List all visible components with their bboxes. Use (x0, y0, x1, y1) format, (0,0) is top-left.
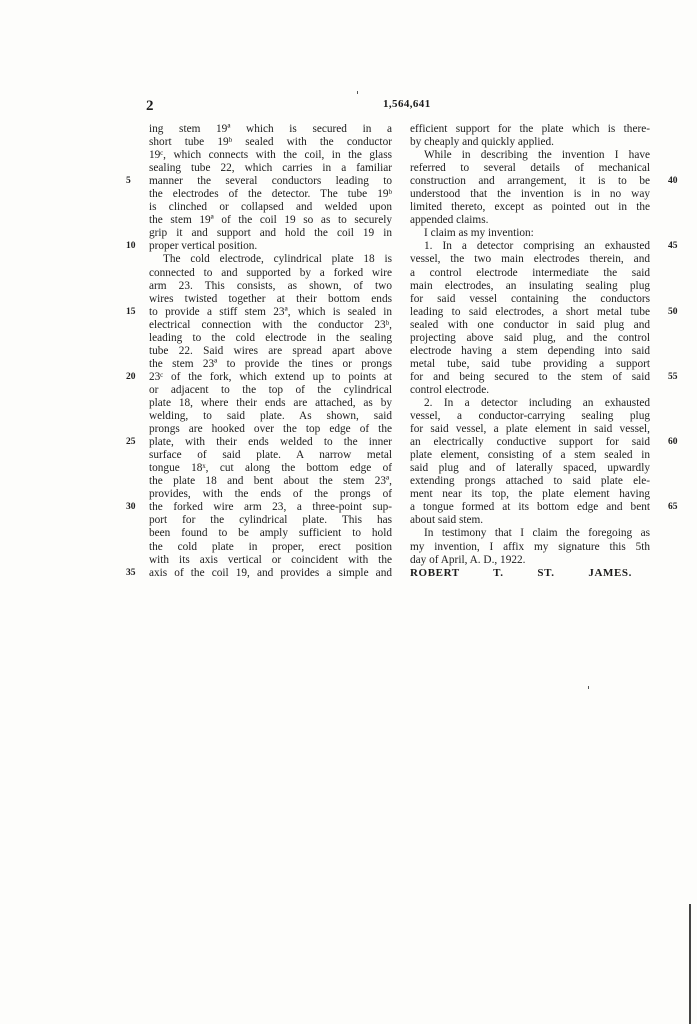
text-line: leading to said electrodes, a short metal tube (410, 305, 650, 318)
page-number: 2 (146, 98, 154, 114)
text-line: electrical connection with the conductor 23ᵇ, (149, 318, 392, 331)
text-line: ing stem 19ª which is secured in a (149, 123, 392, 135)
text-line: proper vertical position. (149, 240, 258, 253)
line-number: 50 (668, 306, 678, 317)
text-line: I claim as my invention: (424, 227, 534, 240)
text-line: limited thereto, except as pointed out in the (410, 201, 650, 214)
text-line: surface of said plate. A narrow metal (149, 449, 392, 462)
text-line: arm 23. This consists, as shown, of two (149, 279, 392, 292)
text-line: day of April, A. D., 1922. (410, 553, 526, 566)
text-line: understood that the invention is in no way (410, 188, 650, 201)
text-line: vessel, the two main electrodes therein, and (410, 253, 650, 266)
text-line: port for the cylindrical plate. This has (149, 514, 392, 527)
text-line: my invention, I affix my signature this 5th (410, 540, 650, 553)
text-line: or adjacent to the top of the cylindrical (149, 383, 392, 396)
line-number: 40 (668, 176, 678, 187)
text-line: with its axis vertical or coincident with the (149, 553, 392, 566)
text-line: a control electrode intermediate the said (410, 266, 650, 279)
signature: ROBERT T. ST. JAMES. (410, 566, 632, 579)
left-text-column (149, 123, 392, 580)
text-line: the cold plate in proper, erect position (149, 540, 392, 553)
line-number: 65 (668, 502, 678, 513)
scan-speck (588, 686, 589, 689)
text-line: the stem 23ª to provide the tines or prongs (149, 357, 392, 370)
text-line: for said vessel containing the conductors (410, 292, 650, 305)
text-line: grip it and support and hold the coil 19 in (149, 227, 392, 240)
text-line: wires twisted together at their bottom ends (149, 292, 392, 305)
text-line: short tube 19ᵇ sealed with the conductor (149, 136, 392, 149)
text-line: main electrodes, an insulating sealing plug (410, 279, 650, 292)
line-number: 10 (126, 241, 136, 252)
text-line: the stem 19ª of the coil 19 so as to securely (149, 214, 392, 227)
text-line: leading to the cold electrode in the sealing (149, 331, 392, 344)
text-line: tube 22. Said wires are spread apart above (149, 344, 392, 357)
text-line: to provide a stiff stem 23ª, which is sealed in (149, 305, 392, 318)
text-line: connected to and supported by a forked wire (149, 266, 392, 279)
text-line: referred to several details of mechanical (410, 162, 650, 175)
line-number: 30 (126, 502, 136, 513)
line-number: 60 (668, 437, 678, 448)
text-line: sealed with one conductor in said plug and (410, 318, 650, 331)
line-number: 5 (126, 176, 131, 187)
text-line: for said vessel, a plate element in said vessel, (410, 423, 650, 436)
text-line: an electrically conductive support for said (410, 436, 650, 449)
text-line: plate element, consisting of a stem sealed in (410, 449, 650, 462)
text-line: axis of the coil 19, and provides a simple and (149, 566, 392, 579)
text-line: a tongue formed at its bottom edge and bent (410, 501, 650, 514)
text-line: In testimony that I claim the foregoing as (424, 527, 650, 540)
text-line: manner the several conductors leading to (149, 175, 392, 188)
text-line: plate 18, where their ends are attached, as by (149, 396, 392, 409)
text-line: appended claims. (410, 214, 489, 227)
text-line: metal tube, said tube providing a support (410, 357, 650, 370)
text-line: tongue 18ˣ, cut along the bottom edge of (149, 462, 392, 475)
line-number: 20 (126, 371, 136, 382)
text-line: is clinched or collapsed and welded upon (149, 201, 392, 214)
text-line: prongs are hooked over the top edge of the (149, 423, 392, 436)
text-line: efficient support for the plate which is there- (410, 123, 650, 135)
text-line: about said stem. (410, 514, 484, 527)
right-text-column (410, 123, 650, 580)
text-line: 1. In a detector comprising an exhausted (424, 240, 650, 253)
patent-number: 1,564,641 (383, 98, 431, 110)
line-number: 45 (668, 241, 678, 252)
text-line: While in describing the invention I have (424, 149, 650, 162)
text-line: welding, to said plate. As shown, said (149, 410, 392, 423)
text-line: the plate 18 and bent about the stem 23ª, (149, 475, 392, 488)
text-line: electrode having a stem depending into said (410, 344, 650, 357)
text-line: extending prongs attached to said plate ele- (410, 475, 650, 488)
text-line: said plug and of laterally spaced, upwardly (410, 462, 650, 475)
line-number: 55 (668, 371, 678, 382)
text-line: ment near its top, the plate element having (410, 488, 650, 501)
line-number: 35 (126, 567, 136, 578)
text-line: 23ᶜ of the fork, which extend up to points at (149, 370, 392, 383)
scan-speck (357, 91, 358, 94)
text-line: 2. In a detector including an exhausted (424, 396, 650, 409)
text-line: the forked wire arm 23, a three-point sup- (149, 501, 392, 514)
text-line: the electrodes of the detector. The tube 19ᵇ (149, 188, 392, 201)
text-line: been found to be amply sufficient to hold (149, 527, 392, 540)
text-line: provides, with the ends of the prongs of (149, 488, 392, 501)
text-line: control electrode. (410, 383, 490, 396)
text-line: sealing tube 22, which carries in a familiar (149, 162, 392, 175)
text-line: The cold electrode, cylindrical plate 18 is (163, 253, 392, 266)
text-line: plate, with their ends welded to the inner (149, 436, 392, 449)
text-line: vessel, a conductor-carrying sealing plug (410, 410, 650, 423)
text-line: by cheaply and quickly applied. (410, 136, 554, 149)
text-line: projecting above said plug, and the control (410, 331, 650, 344)
line-number: 25 (126, 437, 136, 448)
text-line: for and being secured to the stem of said (410, 370, 650, 383)
scan-edge-mark (689, 904, 691, 1024)
text-line: construction and arrangement, it is to be (410, 175, 650, 188)
text-line: 19ᶜ, which connects with the coil, in the glass (149, 149, 392, 162)
line-number: 15 (126, 306, 136, 317)
